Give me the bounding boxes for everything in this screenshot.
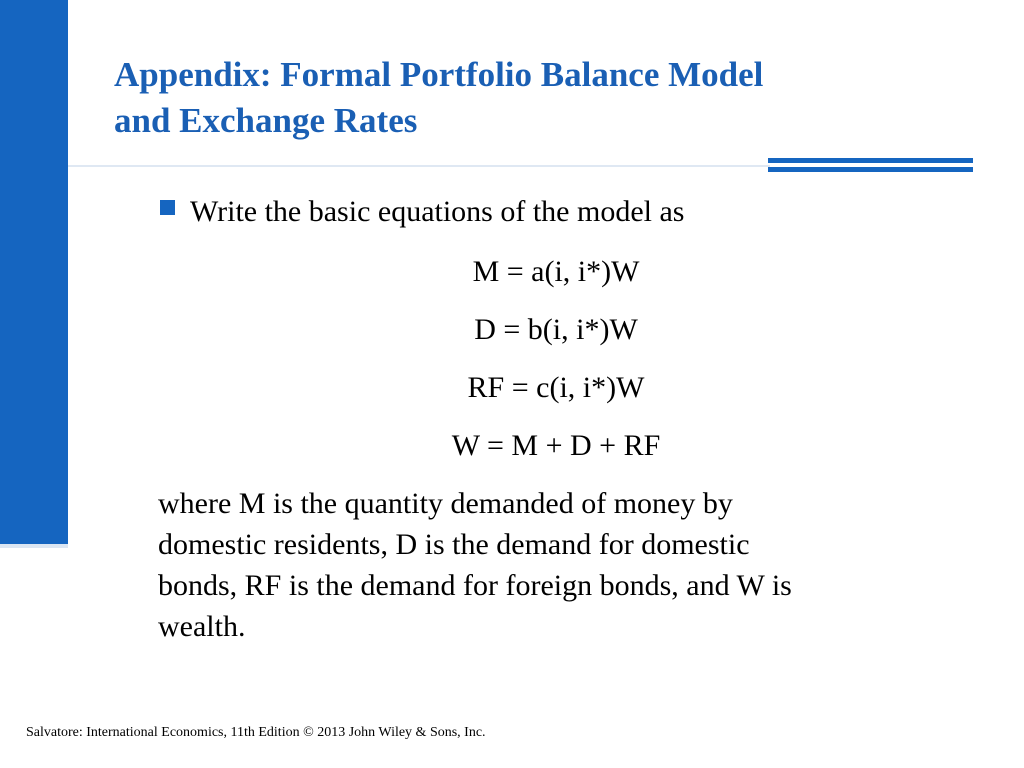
left-accent-bar-shadow [0, 544, 68, 548]
explanation-paragraph [158, 483, 978, 647]
slide-title [114, 52, 974, 144]
equation-wealth: W = M + D + RF [451, 429, 661, 462]
slide-title-line-1: Appendix: Formal Portfolio Balance Model [114, 55, 764, 94]
title-divider-line [68, 165, 770, 167]
equation-domestic-bonds: D = b(i, i*)W [474, 313, 638, 346]
slide-footer: Salvatore: International Economics, 11th Edition © 2013 John Wiley & Sons, Inc. [26, 725, 486, 740]
explanation-line: bonds, RF is the demand for foreign bonds, and W is [158, 569, 792, 602]
divider-stripe [768, 158, 973, 163]
title-divider-stripes [768, 158, 973, 176]
explanation-line: where M is the quantity demanded of money by [158, 487, 733, 520]
divider-stripe [768, 167, 973, 172]
equation-money: M = a(i, i*)W [472, 255, 640, 288]
equation-foreign-bonds: RF = c(i, i*)W [467, 371, 645, 404]
slide-title-line-2: and Exchange Rates [114, 101, 418, 140]
explanation-line: domestic residents, D is the demand for domestic [158, 528, 750, 561]
bullet-text: Write the basic equations of the model as [190, 195, 685, 228]
bullet-square-icon [160, 200, 175, 215]
left-accent-bar [0, 0, 68, 544]
explanation-line: wealth. [158, 610, 246, 643]
equation-block [356, 250, 756, 482]
